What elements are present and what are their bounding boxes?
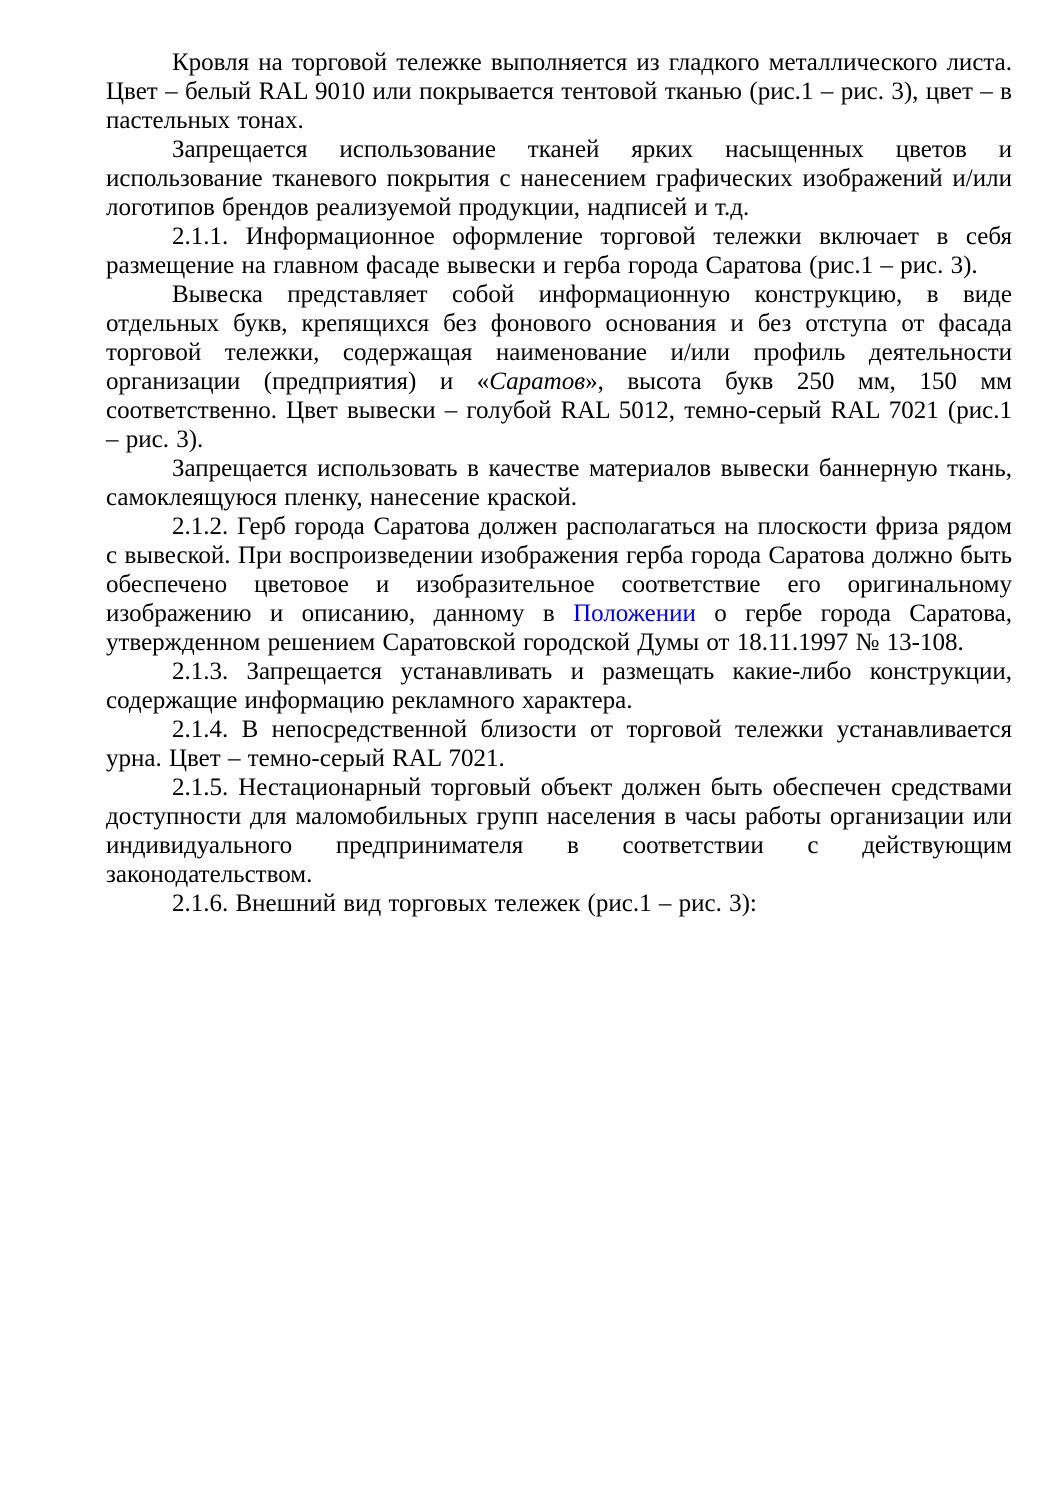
paragraph-2-1-4 xyxy=(106,715,1012,773)
text-run: 2.1.2. Герб города Саратова должен располагаться на плоскости фриза рядом с вывеской. При воспроизведении изображения герба города Саратова должно быть обеспечено цветовое и изобразительное соответствие его оригинальному изображению и описанию, данному в xyxy=(106,513,1012,627)
text-run: 2.1.5. Нестационарный торговый объект должен быть обеспечен средствами доступности для маломобильных групп населения в часы работы организации или индивидуального предпринимателя в соответствии с действующим законодательством. xyxy=(106,774,1012,888)
paragraph-roof-material xyxy=(106,48,1012,135)
paragraph-2-1-5 xyxy=(106,773,1012,889)
polozhenii-link[interactable]: Положении xyxy=(573,600,696,627)
text-run: Запрещается использование тканей ярких насыщенных цветов и использование тканевого покрытия с нанесением графических изображений и/или логотипов брендов реализуемой продукции, надписей и т.д. xyxy=(106,136,1012,221)
paragraph-2-1-1 xyxy=(106,222,1012,280)
text-run: Вывеска представляет собой информационную конструкцию, в виде отдельных букв, крепящихся без фонового основания и без отступа от фасада торговой тележки, содержащая наименование и/или профиль деятельности организации (предприятия) и « xyxy=(106,281,1012,395)
text-run: Кровля на торговой тележке выполняется из гладкого металлического листа. Цвет – белый RAL 9010 или покрывается тентовой тканью (рис.1 – рис. 3), цвет – в пастельных тонах. xyxy=(106,49,1012,134)
text-run: Запрещается использовать в качестве материалов вывески баннерную ткань, самоклеящуюся пленку, нанесение краской. xyxy=(106,455,1012,511)
text-run: 2.1.6. Внешний вид торговых тележек (рис.1 – рис. 3): xyxy=(172,890,757,917)
text-run: », высота букв 250 мм, 150 мм соответственно. Цвет вывески – голубой RAL 5012, темно-серый RAL 7021 (рис.1 – рис. 3). xyxy=(106,368,1012,453)
text-run: 2.1.1. Информационное оформление торговой тележки включает в себя размещение на главном фасаде вывески и герба города Саратова (рис.1 – рис. 3). xyxy=(106,223,1012,279)
paragraph-2-1-3 xyxy=(106,657,1012,715)
paragraph-banner-prohibition xyxy=(106,454,1012,512)
saratov-italic-text: Саратов xyxy=(489,368,586,395)
text-run: 2.1.4. В непосредственной близости от торговой тележки устанавливается урна. Цвет – темно-серый RAL 7021. xyxy=(106,716,1012,772)
text-run: о гербе города Саратова, утвержденном решением Саратовской городской Думы от 18.11.1997 № 13-108. xyxy=(106,600,1012,656)
paragraph-signboard-description xyxy=(106,280,1012,454)
paragraph-2-1-6 xyxy=(106,889,1012,918)
paragraph-2-1-2 xyxy=(106,512,1012,657)
text-run: 2.1.3. Запрещается устанавливать и размещать какие-либо конструкции, содержащие информацию рекламного характера. xyxy=(106,658,1012,714)
paragraph-fabric-prohibition xyxy=(106,135,1012,222)
